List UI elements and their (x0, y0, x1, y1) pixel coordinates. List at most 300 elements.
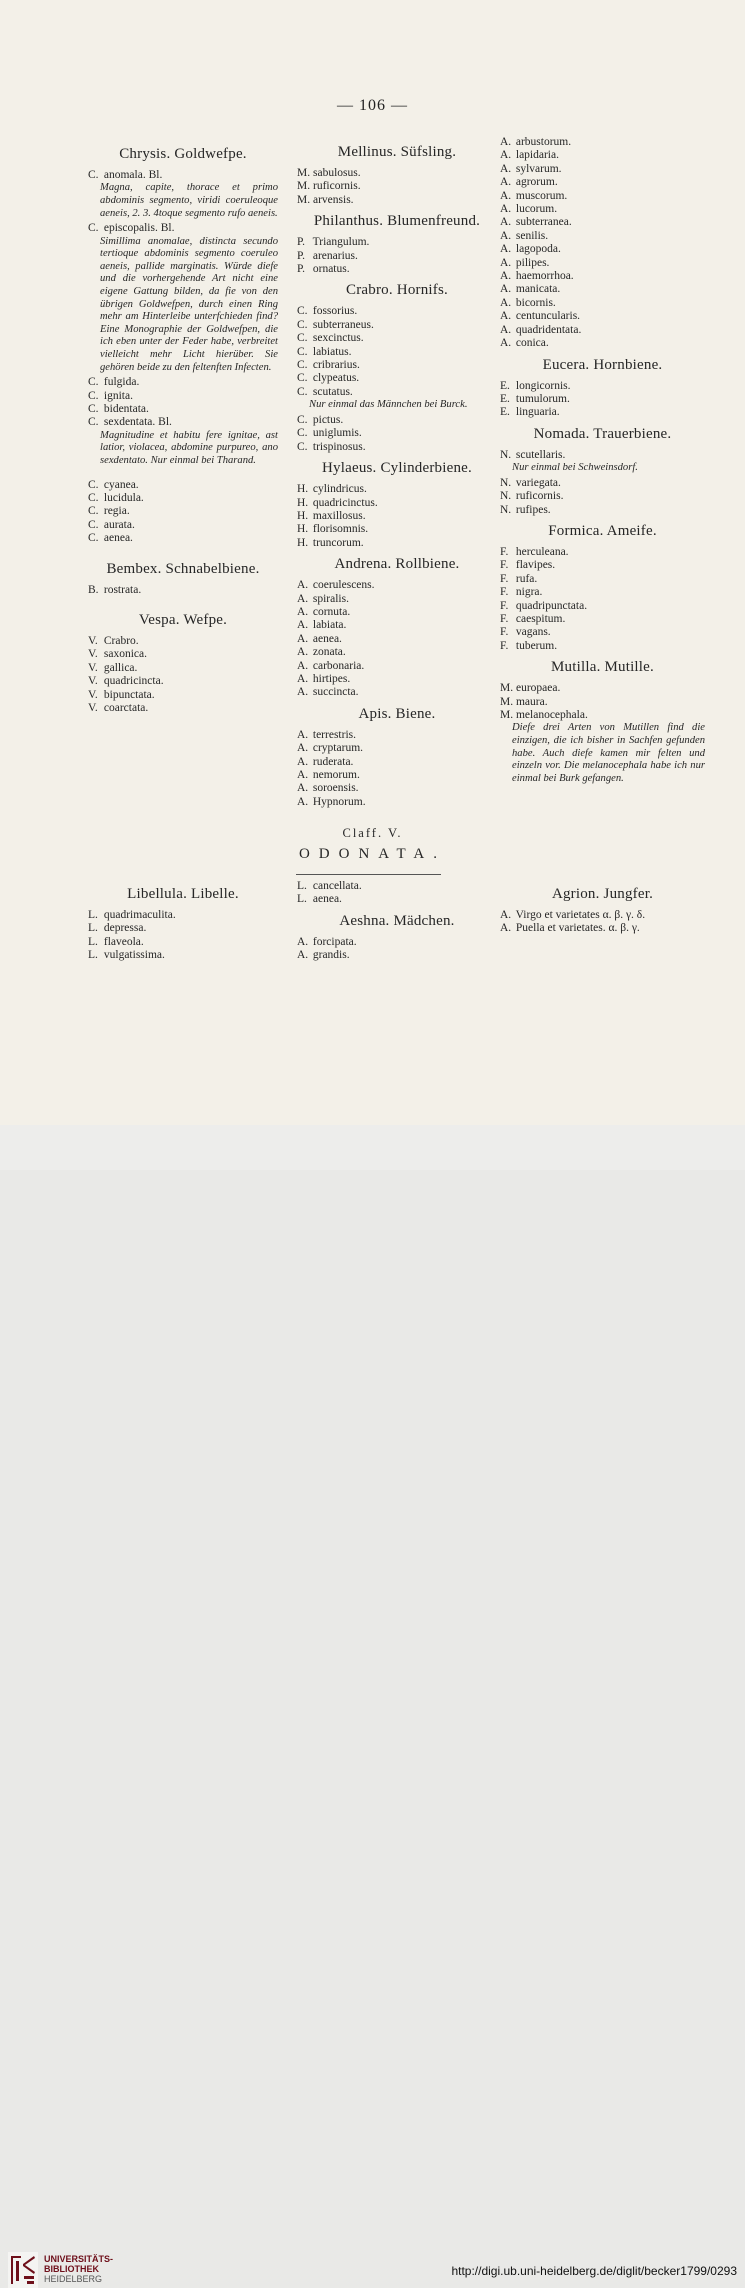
genus-abbrev: L. (88, 949, 98, 962)
genus-abbrev: C. (297, 318, 308, 331)
species-name: cribrarius. (310, 359, 360, 372)
species-entry (297, 386, 497, 399)
genus-abbrev: A. (500, 189, 512, 202)
genus-abbrev: C. (88, 505, 99, 518)
genus-abbrev: L. (88, 922, 98, 935)
university-library-logo-icon (8, 2252, 38, 2288)
species-name: rostrata. (101, 583, 142, 596)
genus-abbrev: N. (500, 476, 512, 489)
species-name: vagans. (513, 626, 551, 639)
genus-abbrev: V. (88, 634, 98, 647)
species-entry (297, 673, 497, 686)
genus-abbrev: L. (297, 893, 307, 906)
species-entry (500, 640, 705, 653)
bottom-column-left (88, 880, 278, 963)
species-name: aenea. (310, 632, 342, 645)
species-name: Crabro. (101, 634, 139, 647)
genus-abbrev: C. (88, 518, 99, 531)
genus-heading: Andrena. Rollbiene. (334, 556, 460, 573)
genus-abbrev: C. (88, 491, 99, 504)
species-name: coarctata. (101, 702, 149, 714)
species-name: lapidaria. (513, 149, 559, 162)
species-name: succincta. (310, 686, 359, 699)
genus-abbrev: F. (500, 639, 509, 652)
genus-abbrev: A. (500, 136, 512, 148)
genus-abbrev: C. (297, 440, 308, 453)
species-entry (297, 305, 497, 318)
genus-abbrev: L. (88, 935, 98, 948)
species-entry (88, 689, 278, 702)
species-name: truncorum. (310, 536, 364, 549)
species-name: spiralis. (310, 592, 349, 605)
genus-abbrev: L. (297, 880, 307, 892)
column-middle (297, 138, 497, 809)
genus-abbrev: M. (297, 180, 311, 193)
species-name: arvensis. (310, 193, 354, 206)
species-name: quadrimaculita. (101, 909, 176, 921)
species-entry (297, 606, 497, 619)
species-name: sexdentata. Bl. (101, 416, 172, 429)
genus-abbrev: C. (88, 389, 99, 402)
genus-heading: Nomada. Trauerbiene. (533, 425, 672, 442)
species-entry (297, 427, 497, 440)
species-name: rufa. (513, 572, 538, 585)
genus-abbrev: A. (297, 795, 309, 808)
species-name: longicornis. (513, 379, 571, 392)
species-name: herculeana. (513, 545, 569, 558)
genus-heading: Philanthus. Blumenfreund. (313, 213, 481, 230)
species-entry (500, 136, 705, 149)
species-entry (297, 579, 497, 592)
species-name: cornuta. (310, 605, 351, 618)
species-entry (500, 504, 705, 517)
species-entry (500, 406, 705, 419)
species-entry (500, 709, 705, 722)
bottom-column-right (500, 880, 705, 936)
species-entry (297, 537, 497, 550)
genus-abbrev: M. (500, 709, 514, 721)
species-name: Hypnorum. (310, 795, 366, 808)
species-name: aenea. (310, 893, 342, 906)
spacer (88, 597, 278, 606)
species-name: cyanea. (101, 478, 139, 491)
genus-abbrev: N. (500, 503, 512, 516)
species-note: Diefe drei Arten von Mutillen find die einzigen, die ich bisher in Sachfen gefunden habe. Auch diefe kamen mir felten und einzeln vor. Die melanocephala habe ich nur einmal bei Burk gefangen. (512, 722, 705, 784)
species-entry (297, 167, 497, 180)
species-entry (88, 922, 278, 935)
genus-abbrev: P. (297, 249, 305, 262)
scanned-page (0, 0, 745, 1125)
genus-abbrev: A. (500, 909, 512, 921)
species-entry (297, 194, 497, 207)
species-entry (500, 613, 705, 626)
genus-abbrev: C. (297, 332, 308, 345)
species-entry (297, 893, 497, 906)
species-name: flavipes. (513, 559, 556, 572)
genus-abbrev: C. (88, 169, 99, 181)
species-entry (500, 163, 705, 176)
species-name: fossorius. (310, 305, 358, 318)
species-entry (88, 675, 278, 688)
genus-heading: Eucera. Hornbiene. (542, 356, 663, 373)
species-name: lucidula. (101, 491, 144, 504)
species-name: subterraneus. (310, 318, 374, 331)
genus-abbrev: A. (297, 782, 309, 795)
page-number: — 106 — (337, 97, 408, 114)
genus-abbrev: A. (500, 922, 512, 935)
species-name: ruderata. (310, 755, 354, 768)
species-name: quadripunctata. (513, 599, 588, 612)
species-entry (88, 532, 278, 545)
genus-abbrev: M. (500, 682, 514, 695)
genus-heading: Hylaeus. Cylinderbiene. (322, 460, 472, 477)
species-name: linguaria. (513, 406, 560, 419)
species-entry (88, 403, 278, 416)
species-entry (500, 490, 705, 503)
species-entry (297, 180, 497, 193)
species-entry (88, 949, 278, 962)
species-entry (88, 909, 278, 922)
species-name: arenarius. (310, 249, 358, 262)
species-entry (297, 880, 497, 893)
species-entry (88, 936, 278, 949)
genus-abbrev: V. (88, 661, 98, 674)
species-entry (500, 922, 705, 935)
species-entry (500, 230, 705, 243)
species-entry (297, 250, 497, 263)
genus-abbrev: H. (297, 496, 309, 509)
species-name: Triangulum. (310, 236, 370, 249)
genus-abbrev: V. (88, 675, 98, 688)
species-entry (297, 619, 497, 632)
species-entry (500, 546, 705, 559)
species-name: ornatus. (310, 263, 350, 276)
species-name: arbustorum. (513, 136, 572, 148)
species-entry (297, 660, 497, 673)
genus-abbrev: H. (297, 536, 309, 549)
genus-heading: Mellinus. Süfsling. (337, 144, 457, 160)
species-name: fulgida. (101, 376, 140, 389)
species-entry (297, 372, 497, 385)
species-name: forcipata. (310, 935, 357, 948)
genus-abbrev: A. (500, 270, 512, 283)
genus-abbrev: H. (297, 523, 309, 536)
genus-heading: Aeshna. Mädchen. (339, 912, 455, 929)
species-entry (297, 319, 497, 332)
genus-abbrev: C. (88, 416, 99, 429)
species-entry (500, 559, 705, 572)
species-name: vulgatissima. (101, 949, 165, 962)
genus-abbrev: A. (297, 742, 309, 755)
species-entry (500, 380, 705, 393)
species-name: labiata. (310, 619, 347, 632)
genus-abbrev: A. (500, 283, 512, 296)
species-entry (297, 729, 497, 742)
genus-abbrev: M. (297, 193, 311, 206)
genus-abbrev: A. (297, 728, 309, 741)
species-name: europaea. (513, 682, 561, 695)
species-entry (500, 626, 705, 639)
species-name: bipunctata. (101, 688, 155, 701)
library-line-1: UNIVERSITÄTS- (44, 2254, 114, 2264)
genus-abbrev: C. (297, 413, 308, 426)
species-name: cancellata. (310, 880, 362, 892)
species-entry (297, 497, 497, 510)
genus-abbrev: C. (297, 385, 308, 398)
genus-abbrev: C. (88, 222, 99, 235)
species-name: soroensis. (310, 782, 359, 795)
species-name: pictus. (310, 413, 344, 426)
genus-abbrev: M. (297, 167, 311, 179)
species-entry (500, 393, 705, 406)
species-entry (500, 297, 705, 310)
genus-abbrev: A. (500, 243, 512, 256)
species-entry (297, 936, 497, 949)
species-name: maura. (513, 695, 548, 708)
species-name: quadridentata. (513, 323, 582, 336)
species-name: melanocephala. (513, 709, 588, 721)
genus-abbrev: A. (500, 149, 512, 162)
genus-abbrev: H. (297, 509, 309, 522)
species-name: bidentata. (101, 402, 149, 415)
genus-abbrev: A. (500, 229, 512, 242)
class-heading: Claff. V. (342, 826, 403, 840)
species-entry (500, 909, 705, 922)
permalink-url[interactable]: http://digi.ub.uni-heidelberg.de/diglit/becker1799/0293 (451, 2264, 737, 2278)
species-name: gallica. (101, 661, 138, 674)
genus-abbrev: P. (297, 263, 305, 276)
species-name: lucorum. (513, 203, 558, 216)
species-name: hirtipes. (310, 672, 351, 685)
species-name: zonata. (310, 646, 346, 659)
species-name: saxonica. (101, 648, 147, 661)
spacer (88, 546, 278, 555)
species-name: tumulorum. (513, 392, 570, 405)
species-name: Puella et varietates. α. β. γ. (513, 922, 640, 935)
species-entry (500, 449, 705, 462)
species-name: ruficornis. (513, 490, 564, 503)
species-name: grandis. (310, 949, 350, 962)
species-entry (297, 646, 497, 659)
genus-abbrev: V. (88, 648, 98, 661)
species-entry (500, 270, 705, 283)
species-entry (297, 236, 497, 249)
genus-heading: Formica. Ameife. (548, 522, 657, 539)
species-name: centuncularis. (513, 310, 581, 323)
species-entry (88, 479, 278, 492)
genus-heading: Bembex. Schnabelbiene. (106, 560, 260, 577)
species-entry (88, 648, 278, 661)
genus-abbrev: A. (500, 176, 512, 189)
genus-abbrev: A. (500, 310, 512, 323)
species-name: uniglumis. (310, 427, 362, 440)
species-name: quadricinctus. (310, 496, 378, 509)
species-entry (500, 216, 705, 229)
species-entry (500, 600, 705, 613)
genus-heading: Vespa. Wefpe. (138, 611, 228, 628)
genus-heading: Mutilla. Mutille. (551, 659, 654, 676)
species-name: senilis. (513, 229, 549, 242)
species-note: Magnitudine et habitu fere ignitae, ast latior, violacea, abdomine purpureo, ano sexdentato. Nur einmal bei Tharand. (100, 429, 278, 466)
species-name: sexcinctus. (310, 332, 364, 345)
species-entry (297, 633, 497, 646)
species-entry (500, 243, 705, 256)
spacer (88, 470, 278, 479)
bottom-column-middle (297, 880, 497, 963)
species-name: flaveola. (101, 935, 144, 948)
species-entry (88, 169, 278, 182)
library-line-2: BIBLIOTHEK (44, 2264, 99, 2274)
species-entry (88, 702, 278, 715)
genus-abbrev: P. (297, 236, 305, 249)
genus-abbrev: A. (297, 579, 309, 592)
genus-abbrev: V. (88, 688, 98, 701)
species-name: scutellaris. (513, 448, 566, 461)
species-name: coerulescens. (310, 579, 375, 592)
divider-rule (296, 874, 441, 875)
species-note: Magna, capite, thorace et primo abdominis segmento, viridi coeruleoque aeneis, 2. 3. 4toque segmento rufo aeneis. (100, 182, 278, 219)
genus-abbrev: H. (297, 483, 309, 496)
species-entry (297, 441, 497, 454)
species-name: ignita. (101, 389, 133, 402)
species-entry (297, 414, 497, 427)
species-entry (297, 686, 497, 699)
species-name: caespitum. (513, 612, 566, 625)
species-note: Simillima anomalae, distincta secundo tertioque abdominis segmento coeruleo aeneis, pallide marginatis. Würde diefe und die vorhergehende Art nicht eine eigene Gattung bilden, da fie von den übrigen Goldwefpen, durch einen Ring mehr am Hinterleibe unterfchieden find? Eine Monographie der Goldwefpen, die ich eben unter der Feder habe, verbreitet vielleicht mehr Licht hierüber. Sie gehören beide zu den feltenften Infecten. (100, 235, 278, 373)
species-name: muscorum. (513, 189, 568, 202)
species-name: nigra. (513, 586, 543, 599)
species-name: pilipes. (513, 256, 550, 269)
species-entry (500, 149, 705, 162)
species-entry (500, 477, 705, 490)
species-name: variegata. (513, 476, 561, 489)
order-heading: ODONATA. (298, 846, 447, 862)
species-entry (500, 283, 705, 296)
species-name: aenea. (101, 532, 133, 545)
genus-abbrev: F. (500, 559, 509, 572)
column-right (500, 136, 705, 787)
species-name: maxillosus. (310, 509, 366, 522)
genus-abbrev: C. (88, 402, 99, 415)
species-entry (88, 390, 278, 403)
genus-abbrev: A. (500, 337, 512, 350)
species-entry (297, 949, 497, 962)
genus-abbrev: A. (297, 755, 309, 768)
genus-abbrev: E. (500, 392, 510, 405)
genus-abbrev: A. (297, 646, 309, 659)
species-name: anomala. Bl. (101, 169, 163, 181)
species-entry (500, 573, 705, 586)
species-note: Nur einmal bei Schweinsdorf. (512, 462, 638, 474)
species-name: florisomnis. (310, 523, 369, 536)
species-name: regia. (101, 505, 130, 518)
species-entry (88, 584, 278, 597)
genus-abbrev: F. (500, 572, 509, 585)
genus-abbrev: M. (500, 695, 514, 708)
species-name: cryptarum. (310, 742, 364, 755)
genus-abbrev: V. (88, 702, 98, 714)
species-entry (500, 203, 705, 216)
genus-abbrev: A. (297, 605, 309, 618)
genus-abbrev: F. (500, 626, 509, 639)
genus-abbrev: A. (297, 632, 309, 645)
species-entry (297, 769, 497, 782)
genus-heading: Agrion. Jungfer. (551, 886, 654, 902)
genus-abbrev: A. (297, 672, 309, 685)
species-entry (500, 696, 705, 709)
genus-abbrev: N. (500, 448, 512, 461)
species-name: terrestris. (310, 728, 356, 741)
species-entry (500, 190, 705, 203)
genus-abbrev: C. (297, 359, 308, 372)
genus-abbrev: C. (297, 372, 308, 385)
species-entry (297, 523, 497, 536)
species-note: Nur einmal das Männchen bei Burck. (309, 399, 468, 411)
genus-abbrev: A. (500, 323, 512, 336)
genus-abbrev: A. (500, 296, 512, 309)
genus-abbrev: F. (500, 545, 509, 558)
species-name: labiatus. (310, 345, 352, 358)
species-entry (297, 593, 497, 606)
genus-abbrev: A. (297, 592, 309, 605)
genus-abbrev: F. (500, 586, 509, 599)
column-left (88, 140, 278, 715)
species-entry (297, 742, 497, 755)
species-name: manicata. (513, 283, 561, 296)
genus-abbrev: A. (297, 619, 309, 632)
genus-abbrev: A. (500, 216, 512, 229)
genus-abbrev: C. (297, 345, 308, 358)
species-name: tuberum. (513, 639, 558, 652)
species-entry (500, 324, 705, 337)
species-entry (297, 796, 497, 809)
genus-abbrev: C. (88, 376, 99, 389)
genus-abbrev: A. (500, 203, 512, 216)
species-entry (88, 222, 278, 235)
genus-abbrev: E. (500, 406, 510, 419)
species-entry (88, 519, 278, 532)
species-name: ruficornis. (310, 180, 361, 193)
species-entry (297, 263, 497, 276)
species-name: subterranea. (513, 216, 572, 229)
species-entry (88, 416, 278, 429)
species-name: carbonaria. (310, 659, 365, 672)
species-name: agrorum. (513, 176, 558, 189)
species-entry (297, 332, 497, 345)
species-entry (297, 346, 497, 359)
genus-abbrev: A. (500, 162, 512, 175)
species-entry (500, 586, 705, 599)
genus-abbrev: C. (297, 305, 308, 318)
species-name: rufipes. (513, 503, 551, 516)
genus-abbrev: A. (500, 256, 512, 269)
species-name: lagopoda. (513, 243, 561, 256)
species-entry (500, 257, 705, 270)
library-name (44, 2254, 113, 2284)
species-name: quadricincta. (101, 675, 164, 688)
species-name: aurata. (101, 518, 135, 531)
genus-abbrev: C. (297, 427, 308, 440)
species-name: conica. (513, 337, 549, 350)
species-name: Virgo et varietates α. β. γ. δ. (513, 909, 646, 921)
genus-abbrev: C. (88, 532, 99, 545)
species-name: bicornis. (513, 296, 556, 309)
species-entry (297, 782, 497, 795)
species-name: scutatus. (310, 385, 353, 398)
genus-abbrev: B. (88, 583, 99, 596)
species-entry (297, 756, 497, 769)
species-entry (297, 510, 497, 523)
